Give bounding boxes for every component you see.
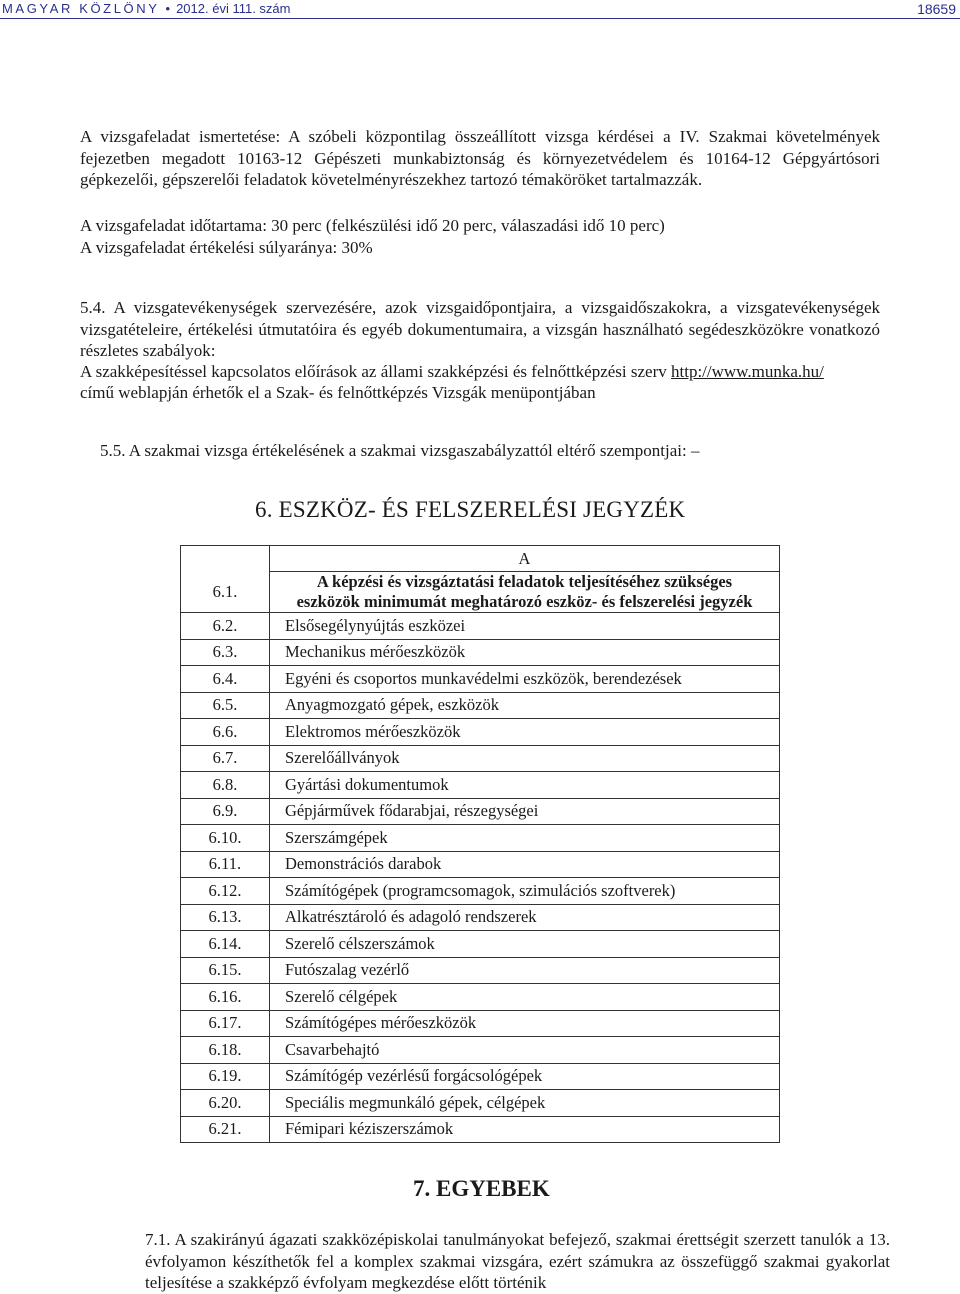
row-number: 6.19.	[181, 1063, 270, 1090]
table-row	[181, 692, 780, 719]
row-item: Szerelőállványok	[270, 745, 780, 772]
weight-line: A vizsgafeladat értékelési súlyaránya: 30%	[80, 238, 373, 257]
table-row	[181, 1116, 780, 1143]
table-row	[181, 878, 780, 905]
row-number: 6.1.	[181, 572, 270, 613]
table-row	[181, 772, 780, 799]
row-number: 6.14.	[181, 931, 270, 958]
row-item: Számítógépek (programcsomagok, szimulációs szoftverek)	[270, 878, 780, 905]
journal-name: MAGYAR KÖZLÖNY	[2, 1, 160, 16]
row-item: Szerelő célszerszámok	[270, 931, 780, 958]
row-number: 6.15.	[181, 957, 270, 984]
row-number: 6.11.	[181, 851, 270, 878]
row-number: 6.10.	[181, 825, 270, 852]
table-row	[181, 931, 780, 958]
table-row	[181, 666, 780, 693]
row-number: 6.7.	[181, 745, 270, 772]
paragraph-5-4-rules	[80, 361, 880, 383]
row-item: Elsősegélynyújtás eszközei	[270, 613, 780, 640]
paragraph-5-4-menu: című weblapján érhetők el a Szak- és felnőttképzés Vizsgák menüpontjában	[80, 383, 596, 402]
table-row	[181, 1037, 780, 1064]
table-row	[181, 798, 780, 825]
paragraph-5-4: 5.4. A vizsgatevékenységek szervezésére, azok vizsgaidőpontjaira, a vizsgaidőszakokra, a vizsgatevékenységek vizsgatételeire, értékelési útmutatóira és egyéb dokumentumaira, a vizsgán használható segédeszközökre vonatkozó részletes szabályok:	[80, 298, 880, 360]
issue-label: 2012. évi 111. szám	[176, 1, 291, 16]
table-column-header-row	[181, 546, 780, 572]
page-number: 18659	[917, 1, 956, 17]
munka-link[interactable]: http://www.munka.hu/	[671, 362, 824, 381]
table-row	[181, 851, 780, 878]
row-number: 6.2.	[181, 613, 270, 640]
row-number: 6.16.	[181, 984, 270, 1011]
table-title-line-2: eszközök minimumát meghatározó eszköz- és felszerelési jegyzék	[296, 592, 753, 611]
row-item: Számítógép vezérlésű forgácsológépek	[270, 1063, 780, 1090]
row-item: Számítógépes mérőeszközök	[270, 1010, 780, 1037]
row-item: Speciális megmunkáló gépek, célgépek	[270, 1090, 780, 1117]
running-header	[0, 0, 960, 22]
row-number: 6.3.	[181, 639, 270, 666]
row-number: 6.18.	[181, 1037, 270, 1064]
row-item: Futószalag vezérlő	[270, 957, 780, 984]
paragraph-7-1: 7.1. A szakirányú ágazati szakközépiskolai tanulmányokat befejező, szakmai érettségit szerzett tanulók a 13. évfolyamon készíthetők fel a komplex szakmai vizsgára, ezért számukra az összefüggő szakmai gyakorlat teljesítése a szakképző évfolyam megkezdése előtt történik	[145, 1230, 890, 1292]
row-item: Fémipari kéziszerszámok	[270, 1116, 780, 1143]
row-item: Egyéni és csoportos munkavédelmi eszközök, berendezések	[270, 666, 780, 693]
table-row	[181, 904, 780, 931]
row-item: Gépjárművek fődarabjai, részegységei	[270, 798, 780, 825]
row-item: Szerszámgépek	[270, 825, 780, 852]
row-item: Csavarbehajtó	[270, 1037, 780, 1064]
duration-line: A vizsgafeladat időtartama: 30 perc (felkészülési idő 20 perc, válaszadási idő 10 perc)	[80, 216, 665, 235]
row-number: 6.17.	[181, 1010, 270, 1037]
table-row	[181, 825, 780, 852]
row-item: Gyártási dokumentumok	[270, 772, 780, 799]
row-number: 6.9.	[181, 798, 270, 825]
row-number: 6.5.	[181, 692, 270, 719]
row-number: 6.8.	[181, 772, 270, 799]
table-row	[181, 719, 780, 746]
table-row	[181, 613, 780, 640]
row-item: Szerelő célgépek	[270, 984, 780, 1011]
table-title-line-1: A képzési és vizsgáztatási feladatok teljesítéséhez szükséges	[316, 572, 733, 591]
section-6-title: 6. ESZKÖZ- ÉS FELSZERELÉSI JEGYZÉK	[255, 497, 686, 522]
row-number: 6.4.	[181, 666, 270, 693]
row-item: Demonstrációs darabok	[270, 851, 780, 878]
row-number: 6.13.	[181, 904, 270, 931]
task-description-paragraph: A vizsgafeladat ismertetése: A szóbeli központilag összeállított vizsga kérdései a IV. Szakmai követelmények fejezetben megadott 10163-12 Gépészeti munkabiztonság és környezetvédelem és 10164-12 Gépgyártósori gépkezelői, gépszerelői feladatok követelményrészekhez tartozó témaköröket tartalmazzák.	[80, 127, 880, 189]
table-row	[181, 639, 780, 666]
row-item: Mechanikus mérőeszközök	[270, 639, 780, 666]
row-number: 6.12.	[181, 878, 270, 905]
table-row	[181, 1090, 780, 1117]
table-row	[181, 1063, 780, 1090]
equipment-table	[180, 545, 780, 1143]
table-row	[181, 957, 780, 984]
rules-text: A szakképesítéssel kapcsolatos előírások az állami szakképzési és felnőttképzési szerv	[80, 362, 667, 381]
table-row	[181, 745, 780, 772]
row-item: Anyagmozgató gépek, eszközök	[270, 692, 780, 719]
row-item: Alkatrésztároló és adagoló rendszerek	[270, 904, 780, 931]
row-number: 6.21.	[181, 1116, 270, 1143]
table-row	[181, 984, 780, 1011]
column-letter: A	[270, 546, 780, 572]
bullet-separator: •	[165, 1, 171, 16]
header-rule	[0, 18, 960, 19]
table-title	[270, 572, 780, 613]
section-7-title: 7. EGYEBEK	[413, 1176, 550, 1201]
journal-title	[2, 1, 291, 16]
table-row	[181, 1010, 780, 1037]
row-number: 6.20.	[181, 1090, 270, 1117]
row-number: 6.6.	[181, 719, 270, 746]
row-item: Elektromos mérőeszközök	[270, 719, 780, 746]
column-header-empty	[181, 546, 270, 572]
table-title-row	[181, 572, 780, 613]
paragraph-5-5: 5.5. A szakmai vizsga értékelésének a szakmai vizsgaszabályzattól eltérő szempontjai: –	[100, 441, 700, 460]
